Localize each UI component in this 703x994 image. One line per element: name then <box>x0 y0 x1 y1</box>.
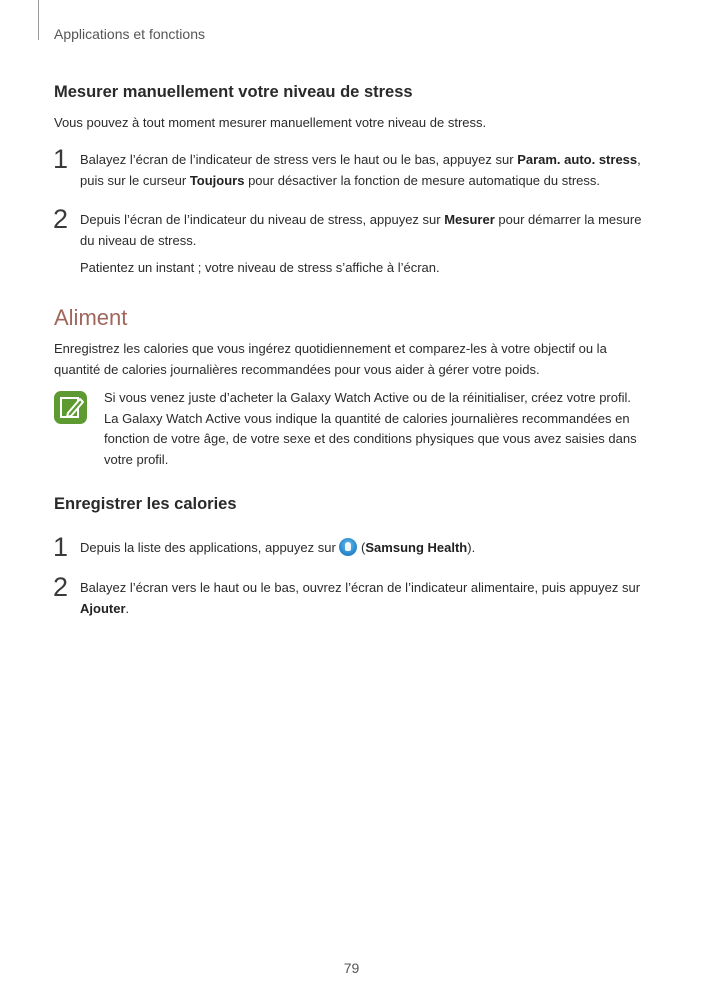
step-number-2: 2 <box>53 204 69 234</box>
header-rule <box>38 0 39 40</box>
calories-step-2 <box>80 578 660 619</box>
stress-step-1 <box>80 150 660 191</box>
note-pencil-icon <box>54 391 87 424</box>
step-line: Depuis l’écran de l’indicateur du niveau de stress, appuyez sur Mesurer pour démarrer la mesure <box>80 212 642 227</box>
stress-intro: Vous pouvez à tout moment mesurer manuellement votre niveau de stress. <box>54 115 487 130</box>
calories-heading: Enregistrer les calories <box>54 495 237 513</box>
note-line: fonction de votre âge, de votre sexe et des conditions physiques que vous avez saisies dans <box>104 431 637 446</box>
samsung-health-icon <box>339 538 357 556</box>
page-header: Applications et fonctions <box>54 26 205 42</box>
aliment-title: Aliment <box>54 305 128 330</box>
step-line: Balayez l’écran vers le haut ou le bas, ouvrez l’écran de l’indicateur alimentaire, puis appuyez sur <box>80 580 641 595</box>
step-number-1: 1 <box>53 144 69 174</box>
note-line: Si vous venez juste d’acheter la Galaxy Watch Active ou de la réinitialiser, créez votre profil. <box>104 390 631 405</box>
step-line: puis sur le curseur Toujours pour désactiver la fonction de mesure automatique du stress. <box>80 172 600 188</box>
stress-heading: Mesurer manuellement votre niveau de stress <box>54 83 413 101</box>
intro-line: Enregistrez les calories que vous ingérez quotidiennement et comparez-les à votre objectif ou la <box>54 341 607 356</box>
step-number-2: 2 <box>53 572 69 602</box>
page-number: 79 <box>343 960 360 976</box>
step-line: Balayez l’écran de l’indicateur de stress vers le haut ou le bas, appuyez sur Param. auto. stress, <box>80 152 641 167</box>
intro-line: quantité de calories journalières recommandées pour vous aider à gérer votre poids. <box>54 361 540 377</box>
note-line: votre profil. <box>104 451 169 467</box>
profile-note <box>104 388 652 470</box>
note-line: La Galaxy Watch Active vous indique la quantité de calories journalières recommandées en <box>104 410 630 426</box>
stress-step-2 <box>80 210 660 251</box>
stress-step-2-note: Patientez un instant ; votre niveau de stress s’affiche à l’écran. <box>80 260 440 275</box>
calories-step-1: Depuis la liste des applications, appuyez sur (Samsung Health). <box>80 540 476 555</box>
step-number-1: 1 <box>53 532 69 562</box>
aliment-intro <box>54 339 654 380</box>
step-line: Ajouter. <box>80 600 130 616</box>
step-line: du niveau de stress. <box>80 232 197 248</box>
